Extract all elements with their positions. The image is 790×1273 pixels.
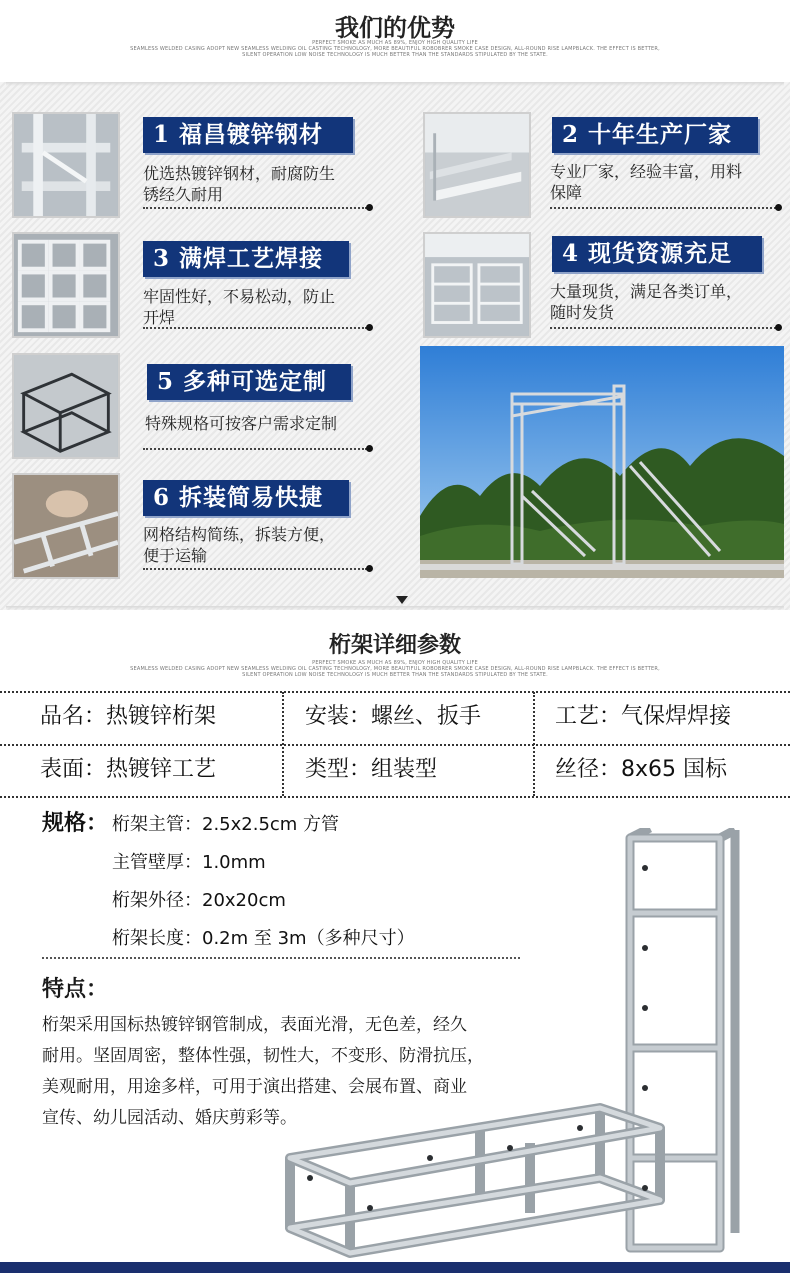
advantage-4-desc-line: 随时发货 — [550, 303, 615, 322]
advantage-1-desc — [143, 163, 383, 205]
param-name: 品名：热镀锌桁架 — [40, 704, 217, 729]
truss-arch-photo — [420, 346, 784, 578]
params-col-divider-1 — [282, 692, 284, 796]
spec-wall-thickness: 主管壁厚：1.0mm — [112, 852, 266, 873]
advantage-2-desc — [550, 161, 785, 203]
advantage-3-dot — [366, 324, 373, 331]
params-row-1 — [0, 692, 790, 742]
advantage-6-desc-line: 网格结构简练，拆装方便， — [143, 525, 336, 544]
section-title-params: 桁架详细参数 — [328, 633, 461, 658]
features-line: 美观耐用，用途多样，可用于演出搭建、会展布置、商业 — [42, 1077, 467, 1097]
tagline-6: SILENT OPERATION LOW NOISE TECHNOLOGY IS MUCH BETTER THAN THE STANDARDS STIPULATED BY THE STATE. — [242, 672, 548, 678]
param-surface: 表面：热镀锌工艺 — [40, 757, 217, 782]
param-install: 安装：螺丝、扳手 — [305, 704, 482, 729]
advantage-2-desc-line: 保障 — [550, 183, 583, 202]
advantage-2-desc-line: 专业厂家，经验丰富，用料 — [550, 162, 743, 181]
advantage-4-desc — [550, 281, 785, 323]
stock-warehouse-thumbnail — [423, 232, 531, 338]
tagline-2: SEAMLESS WELDED CASING ADOPT NEW SEAMLESS WELDING OIL CASTING TECHNOLOGY, MORE BEAUTIFUL ROBOBRER SMOKE CASE DESIGN, ALL-ROUND RISE LAMPBLACK. THE EFFECT IS BETTER, — [130, 46, 660, 52]
advantage-1-divider — [143, 207, 367, 209]
advantage-1-desc-line: 优选热镀锌钢材，耐腐防生 — [143, 164, 336, 183]
advantage-2-divider — [550, 207, 776, 209]
spec-main-tube: 桁架主管：2.5x2.5cm 方管 — [112, 814, 340, 835]
advantage-1-dot — [366, 204, 373, 211]
advantage-3-desc-line: 开焊 — [143, 308, 176, 327]
welded-tube-thumbnail — [12, 232, 120, 338]
advantage-5-desc-line: 特殊规格可按客户需求定制 — [145, 414, 338, 433]
advantage-4-dot — [775, 324, 782, 331]
specs-label: 规格： — [42, 811, 109, 836]
custom-truss-thumbnail — [12, 353, 120, 459]
advantage-4-title: 4 现货资源充足 — [552, 236, 762, 272]
spec-length: 桁架长度：0.2m 至 3m（多种尺寸） — [112, 928, 415, 949]
advantage-3-desc-line: 牢固性好，不易松动，防止 — [143, 287, 336, 306]
advantage-6-divider — [143, 568, 367, 570]
advantage-5-dot — [366, 445, 373, 452]
galvanized-steel-thumbnail — [12, 112, 120, 218]
advantage-5-divider — [143, 448, 367, 450]
tagline-5: SEAMLESS WELDED CASING ADOPT NEW SEAMLESS WELDING OIL CASTING TECHNOLOGY, MORE BEAUTIFUL ROBOBRER SMOKE CASE DESIGN, ALL-ROUND RISE LAMPBLACK. THE EFFECT IS BETTER, — [130, 666, 660, 672]
advantage-3-title: 3 满焊工艺焊接 — [143, 241, 349, 277]
advantage-1-desc-line: 锈经久耐用 — [143, 185, 224, 204]
tagline-1: PERFECT SMOKE AS MUCH AS 89%, ENJOY HIGH QUALITY LIFE — [312, 40, 478, 46]
advantage-4-desc-line: 大量现货，满足各类订单， — [550, 282, 743, 301]
down-arrow-icon — [396, 596, 408, 604]
band-bottom-shadow — [6, 606, 784, 610]
advantage-6-desc — [143, 524, 383, 566]
advantage-1-title: 1 福昌镀锌钢材 — [143, 117, 353, 153]
param-wire: 丝径：8x65 国标 — [555, 757, 728, 782]
advantage-3-desc — [143, 286, 383, 328]
tagline-4: PERFECT SMOKE AS MUCH AS 89%, ENJOY HIGH QUALITY LIFE — [312, 660, 478, 666]
spec-outer-diameter: 桁架外径：20x20cm — [112, 890, 286, 911]
param-process: 工艺：气保焊焊接 — [555, 704, 732, 729]
param-type: 类型：组装型 — [305, 757, 438, 782]
advantage-2-title: 2 十年生产厂家 — [552, 117, 758, 153]
assembly-thumbnail — [12, 473, 120, 579]
advantage-3-divider — [143, 327, 367, 329]
advantage-2-dot — [775, 204, 782, 211]
advantage-6-desc-line: 便于运输 — [143, 546, 208, 565]
bottom-bar — [0, 1262, 790, 1273]
advantage-6-dot — [366, 565, 373, 572]
features-line: 宣传、幼儿园活动、婚庆剪彩等。 — [42, 1108, 297, 1128]
tagline-3: SILENT OPERATION LOW NOISE TECHNOLOGY IS MUCH BETTER THAN THE STANDARDS STIPULATED BY THE STATE. — [242, 52, 548, 58]
truss-product-image — [280, 828, 750, 1260]
features-line: 桁架采用国标热镀锌钢管制成，表面光滑，无色差，经久 — [42, 1015, 467, 1035]
advantage-4-divider — [550, 327, 776, 329]
section-title-advantages: 我们的优势 — [335, 14, 455, 42]
advantage-5-desc — [145, 413, 385, 434]
params-col-divider-2 — [533, 692, 535, 796]
params-border-bottom — [0, 796, 790, 798]
features-line: 耐用。坚固周密，整体性强，韧性大，不变形、防滑抗压， — [42, 1046, 484, 1066]
advantage-6-title: 6 拆装简易快捷 — [143, 480, 349, 516]
band-top-shadow — [6, 82, 784, 86]
features-title: 特点： — [42, 977, 109, 1002]
factory-thumbnail — [423, 112, 531, 218]
advantage-5-title: 5 多种可选定制 — [147, 364, 351, 400]
params-row-2 — [0, 745, 790, 795]
